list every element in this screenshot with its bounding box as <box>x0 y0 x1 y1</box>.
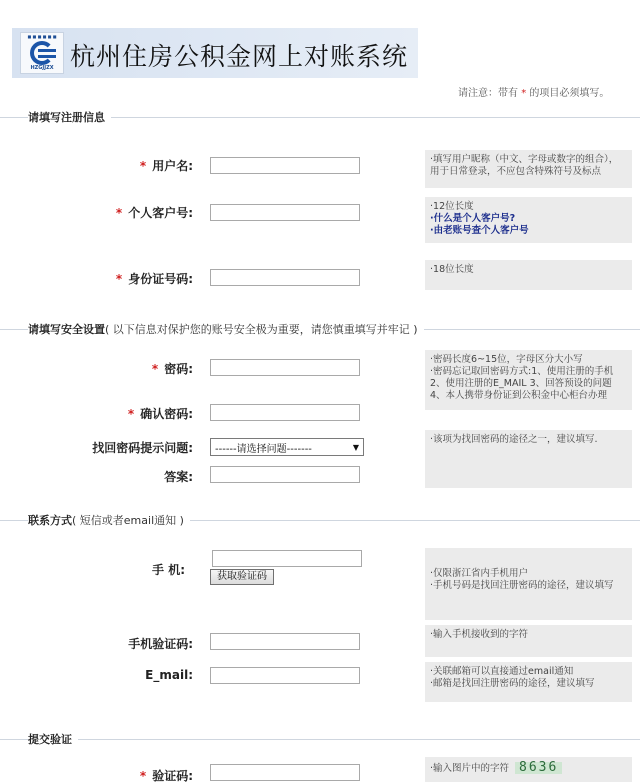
customer-no-label-text: 个人客户号: <box>128 206 193 220</box>
section-title-contact-text: 联系方式 <box>28 514 72 527</box>
required-star: * <box>521 88 527 99</box>
password-question-hint: ·该项为找回密码的途径之一，建议填写. <box>425 430 632 488</box>
id-no-input[interactable] <box>210 269 360 286</box>
header-banner <box>12 28 418 78</box>
logo-bar-icon <box>38 49 56 52</box>
section-divider <box>0 739 640 740</box>
section-title-security <box>28 321 424 337</box>
sms-code-hint: ·输入手机接收到的字符 <box>425 625 632 657</box>
password-hint <box>425 350 632 410</box>
password-hint-line: ·密码忘记取回密码方式:1、使用注册的手机 <box>430 366 614 377</box>
section-title-contact <box>28 512 190 528</box>
required-star: * <box>115 272 123 286</box>
email-input[interactable] <box>210 667 360 684</box>
id-no-label <box>8 270 193 287</box>
notice-suffix: 的项目必须填写。 <box>529 88 610 99</box>
logo-c-icon <box>30 41 54 65</box>
section-title-registration: 请填写注册信息 <box>28 109 111 125</box>
mobile-input[interactable] <box>212 550 362 567</box>
logo-top-text: ■ ■ ■ ■ ■ ■ <box>27 34 57 39</box>
lookup-customer-no-link[interactable]: ·由老账号查个人客户号 <box>430 225 529 236</box>
password-question-selected: ------请选择问题------- <box>215 443 312 455</box>
mobile-hint-line: ·手机号码是找回注册密码的途径，建议填写 <box>430 580 614 591</box>
dropdown-arrow-icon: ▼ <box>352 442 359 452</box>
answer-input[interactable] <box>210 466 360 483</box>
mobile-hint <box>425 548 632 620</box>
username-input[interactable] <box>210 157 360 174</box>
captcha-image[interactable]: 8636 <box>515 762 562 774</box>
captcha-hint <box>425 757 632 782</box>
required-star: * <box>127 407 135 421</box>
section-title-security-text: 请填写安全设置 <box>28 323 105 336</box>
required-star: * <box>139 769 147 783</box>
sms-code-input[interactable] <box>210 633 360 650</box>
captcha-hint-text: ·输入图片中的字符 <box>430 763 510 774</box>
password-hint-line: ·密码长度6~15位，字母区分大小写 <box>430 354 583 365</box>
captcha-input[interactable] <box>210 764 360 781</box>
section-title-submit: 提交验证 <box>28 731 78 747</box>
answer-label: 答案: <box>164 470 193 484</box>
username-label <box>8 157 193 174</box>
password-question-select[interactable] <box>210 438 364 456</box>
confirm-password-label <box>8 405 193 422</box>
password-label-text: 密码: <box>164 362 193 376</box>
captcha-label-text: 验证码: <box>152 769 193 783</box>
get-code-button[interactable]: 获取验证码 <box>210 569 274 585</box>
id-no-label-text: 身份证号码: <box>128 272 193 286</box>
mobile-label: 手 机: <box>152 563 185 577</box>
confirm-password-label-text: 确认密码: <box>140 407 193 421</box>
required-star: * <box>115 206 123 220</box>
password-hint-line: 4、本人携带身份证到公积金中心柜台办理 <box>430 390 608 401</box>
email-hint-line: ·邮箱是找回注册密码的途径，建议填写 <box>430 678 595 689</box>
logo-bar-icon <box>38 55 56 58</box>
logo-text: HZGJJZX <box>30 65 54 71</box>
required-star: * <box>139 159 147 173</box>
what-is-customer-no-link[interactable]: ·什么是个人客户号? <box>430 213 516 224</box>
customer-no-hint-text: ·12位长度 <box>430 201 474 212</box>
customer-no-hint <box>425 197 632 243</box>
password-question-label: 找回密码提示问题: <box>92 441 193 455</box>
password-label <box>8 360 193 377</box>
notice-prefix: 请注意：带有 <box>458 88 518 99</box>
required-star: * <box>151 362 159 376</box>
mobile-hint-line: ·仅限浙江省内手机用户 <box>430 568 529 579</box>
section-subtitle-security: ( 以下信息对保护您的账号安全极为重要，请您慎重填写并牢记 ) <box>105 323 418 336</box>
page-title: 杭州住房公积金网上对账系统 <box>70 42 409 71</box>
username-hint: ·填写用户昵称（中文、字母或数字的组合），用于日常登录，不应包含特殊符号及标点 <box>425 150 632 188</box>
section-subtitle-contact: ( 短信或者email通知 ) <box>72 514 184 527</box>
confirm-password-input[interactable] <box>210 404 360 421</box>
sms-code-label: 手机验证码: <box>128 637 193 651</box>
email-hint-line: ·关联邮箱可以直接通过email通知 <box>430 666 574 677</box>
customer-no-label <box>8 204 193 221</box>
username-label-text: 用户名: <box>152 159 193 173</box>
email-label: E_mail: <box>145 668 193 682</box>
password-input[interactable] <box>210 359 360 376</box>
id-no-hint: ·18位长度 <box>425 260 632 290</box>
logo <box>20 32 64 74</box>
captcha-label <box>8 767 193 784</box>
password-hint-line: 2、使用注册的E_MAIL 3、回答预设的问题 <box>430 378 612 389</box>
email-hint <box>425 662 632 702</box>
customer-no-input[interactable] <box>210 204 360 221</box>
required-notice <box>458 84 609 99</box>
